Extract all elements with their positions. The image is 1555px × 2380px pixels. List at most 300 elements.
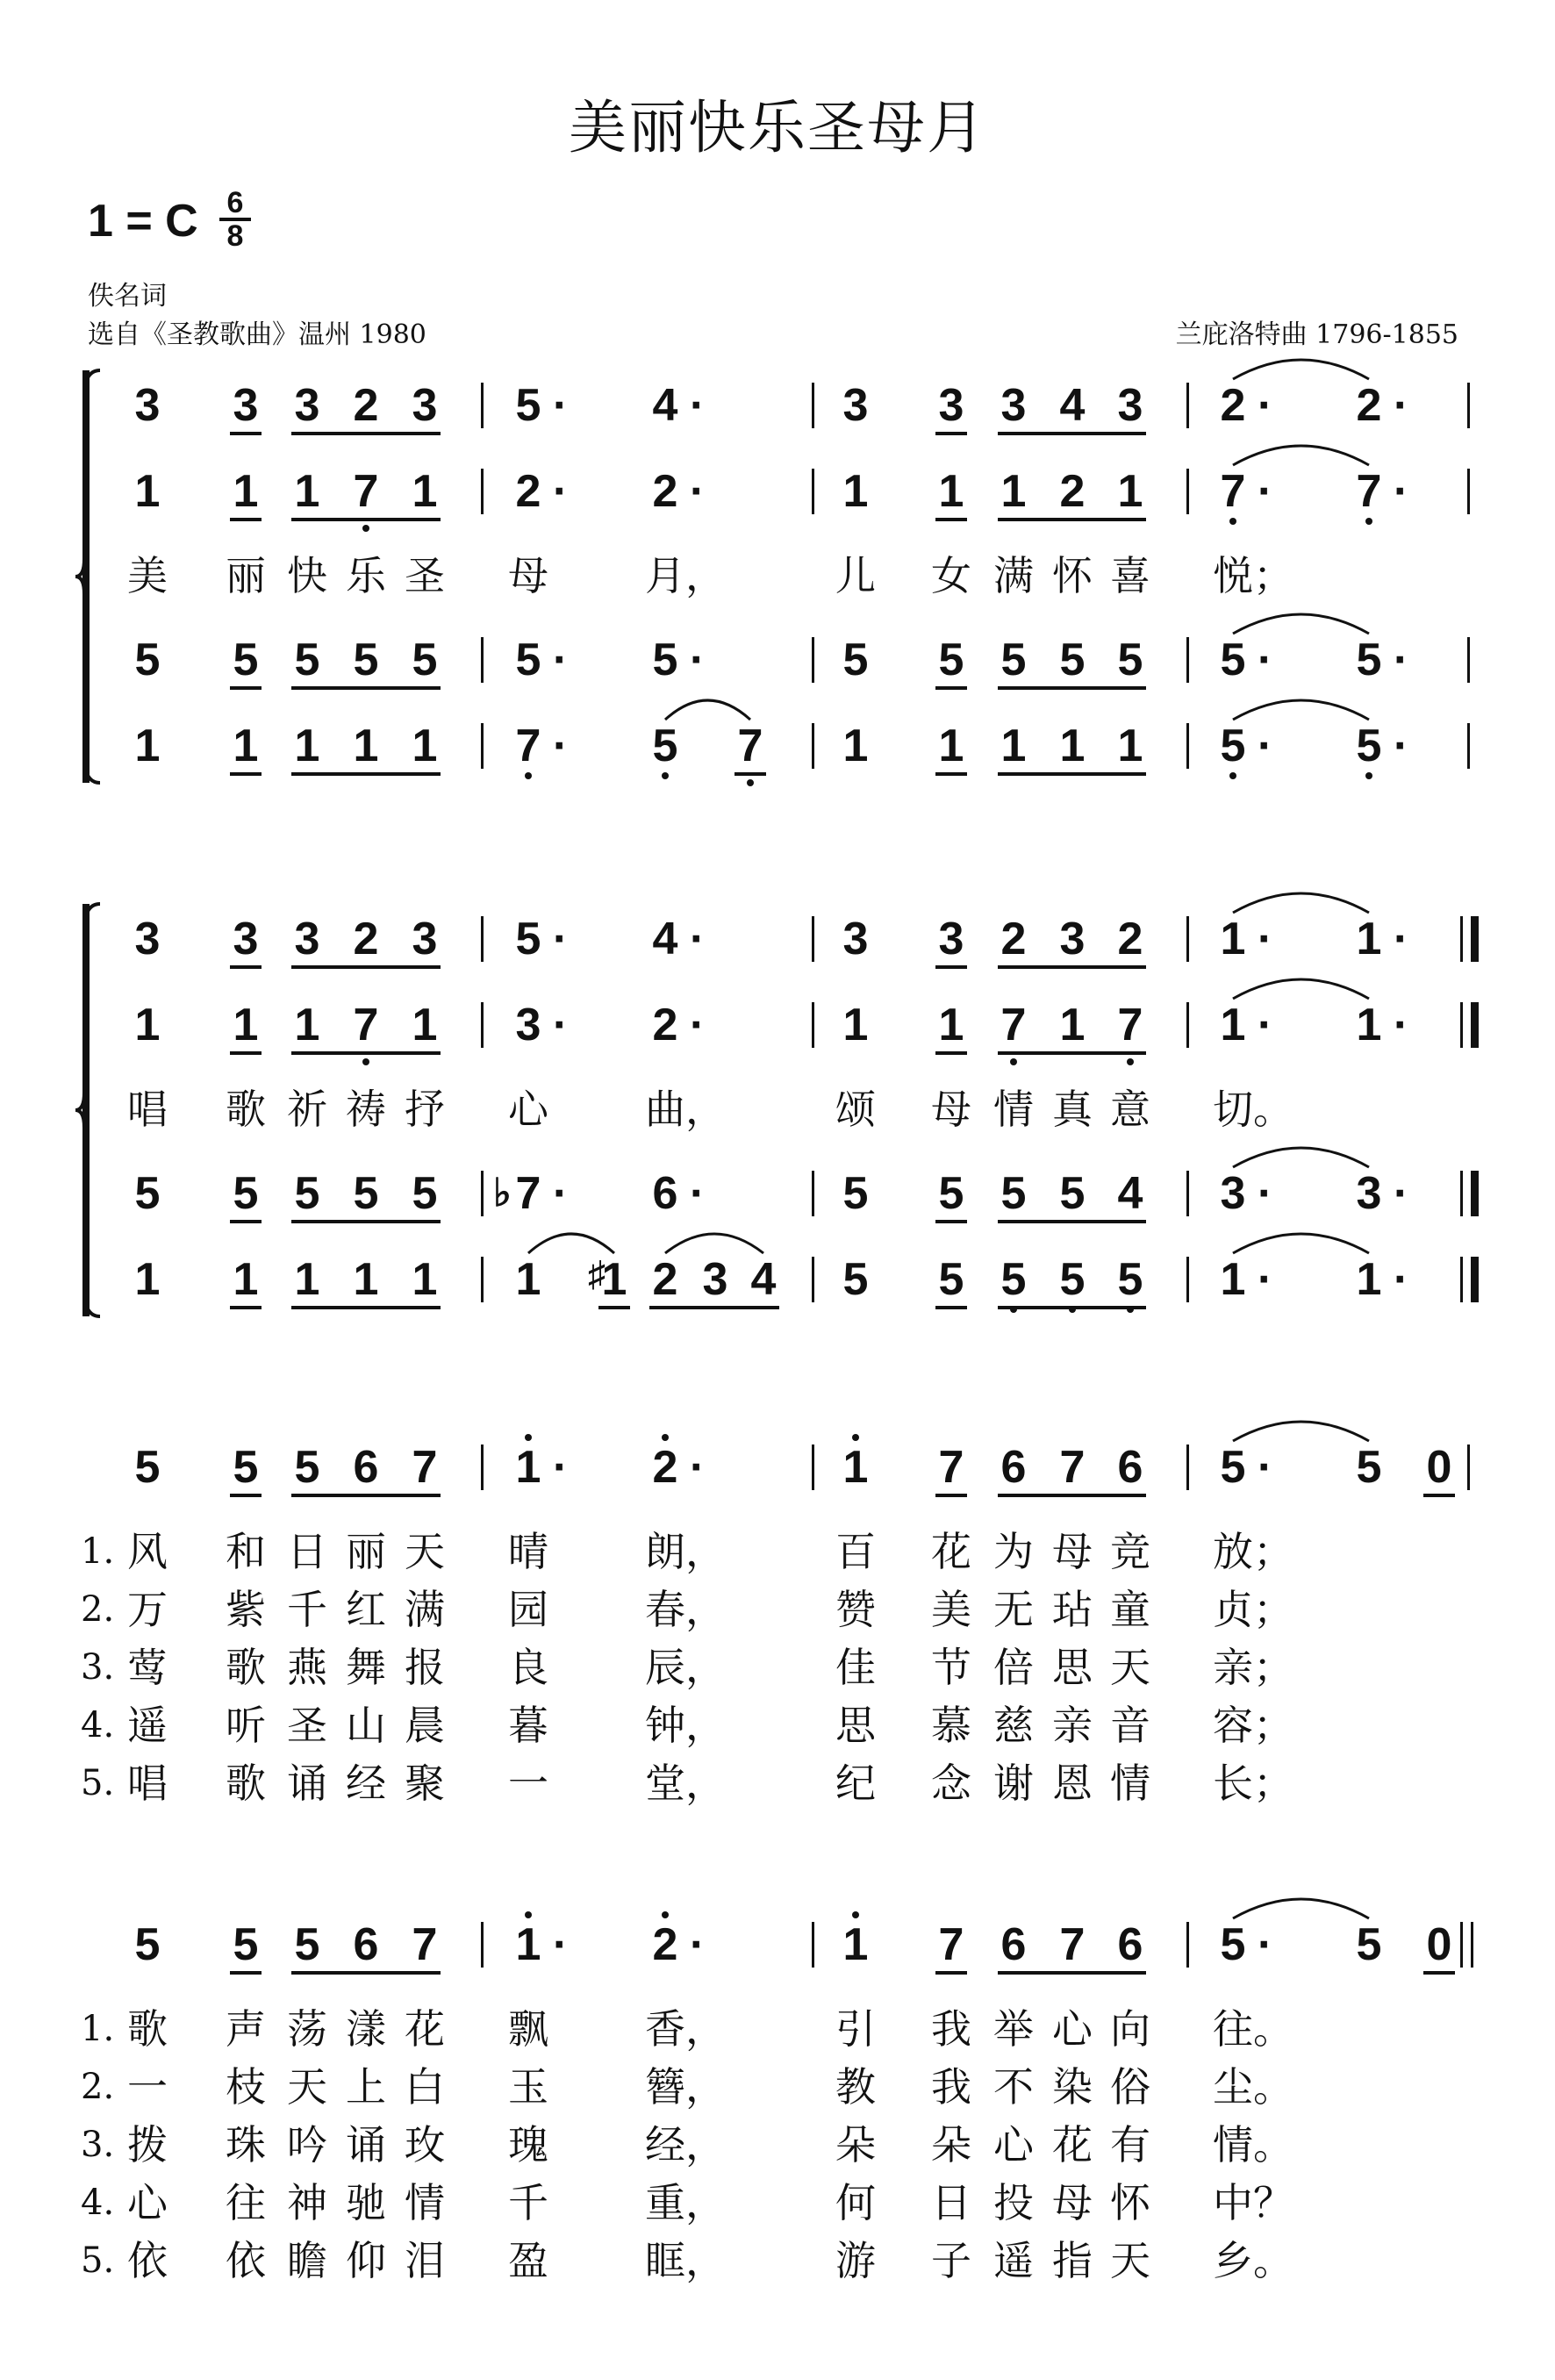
verse-syllable: 燕 xyxy=(287,1644,327,1691)
time-signature xyxy=(218,188,253,251)
note-digit: 7 xyxy=(515,720,541,771)
time-signature-bottom: 8 xyxy=(226,219,244,253)
verse-syllable: 赞 xyxy=(835,1586,876,1633)
augmentation-dot: · xyxy=(553,1442,569,1493)
note-digit: 5 xyxy=(1220,634,1246,685)
note-digit: 2 xyxy=(652,466,678,517)
verse-syllable: 重， xyxy=(645,2179,726,2226)
note-digit: 6 xyxy=(353,1919,379,1970)
barline xyxy=(1471,916,1479,962)
verse-syllable: 子 xyxy=(931,2237,971,2284)
verse-syllable: 游 xyxy=(835,2237,876,2284)
augmentation-dot: · xyxy=(1394,466,1409,517)
verse-syllable: 美 xyxy=(931,1586,971,1633)
verse-syllable: 染 xyxy=(1052,2063,1093,2111)
note-digit: 5 xyxy=(1059,1254,1086,1305)
verse-syllable: 往。 xyxy=(1213,2005,1293,2053)
verse-syllable: 日 xyxy=(287,1528,327,1575)
barline xyxy=(1460,916,1463,962)
barline xyxy=(812,383,814,428)
verse-syllable: 贞； xyxy=(1213,1586,1293,1633)
barline xyxy=(481,469,484,514)
verse-syllable: 神 xyxy=(287,2179,327,2226)
note-digit: 2 xyxy=(353,914,379,964)
note-digit: 5 xyxy=(515,634,541,685)
verse-syllable: 暮 xyxy=(508,1702,548,1749)
underline xyxy=(1423,1494,1455,1497)
underline xyxy=(230,1494,262,1497)
verse-syllable: 心 xyxy=(1052,2005,1093,2053)
underline xyxy=(291,1971,441,1975)
note-digit: 5 xyxy=(842,634,869,685)
verse-syllable: 天 xyxy=(1110,1644,1150,1691)
verse-syllable: 紫 xyxy=(226,1586,266,1633)
note-digit: 5 xyxy=(842,1168,869,1219)
note-digit: 2 xyxy=(1356,380,1382,431)
verse-syllable: 钟， xyxy=(645,1702,726,1749)
time-signature-top: 6 xyxy=(226,186,244,219)
verse-syllable: 思 xyxy=(835,1702,876,1749)
verse-number: 2. xyxy=(81,1589,115,1630)
lyric-syllable: 儿 xyxy=(835,552,876,599)
tie-slur xyxy=(1233,360,1369,379)
verse-syllable: 红 xyxy=(346,1586,386,1633)
lyric-syllable: 歌 xyxy=(226,1086,266,1133)
barline xyxy=(1471,1257,1479,1302)
octave-dot xyxy=(1229,518,1236,525)
barline xyxy=(812,1922,814,1968)
barline xyxy=(1471,1171,1479,1216)
note-digit: 5 xyxy=(233,634,259,685)
augmentation-dot: · xyxy=(1258,1919,1273,1970)
barline xyxy=(812,1002,814,1048)
verse-syllable: 驰 xyxy=(346,2179,386,2226)
note-digit: 1 xyxy=(134,720,161,771)
note-digit: 6 xyxy=(353,1442,379,1493)
note-digit: 1 xyxy=(1059,1000,1086,1050)
note-digit: 5 xyxy=(233,1168,259,1219)
note-digit: 1 xyxy=(294,1000,320,1050)
barline xyxy=(1467,637,1470,683)
verse-syllable: 天 xyxy=(287,2063,327,2111)
note-digit: 7 xyxy=(353,466,379,517)
verse-syllable: 歌 xyxy=(127,2005,168,2053)
verse-syllable: 丽 xyxy=(346,1528,386,1575)
underline xyxy=(998,965,1146,969)
note-digit: 3 xyxy=(233,914,259,964)
lyric-syllable: 祷 xyxy=(346,1086,386,1133)
tie-slur xyxy=(1233,1234,1369,1253)
barline xyxy=(1460,1922,1463,1968)
note-digit: 1 xyxy=(515,1919,541,1970)
tie-slur xyxy=(1233,614,1369,634)
augmentation-dot: · xyxy=(553,380,569,431)
underline xyxy=(291,686,441,690)
augmentation-dot: · xyxy=(690,1168,706,1219)
underline xyxy=(230,1051,262,1055)
verse-syllable: 引 xyxy=(835,2005,876,2053)
page-title: 美丽快乐圣母月 xyxy=(569,94,986,161)
note-digit: 5 xyxy=(134,1442,161,1493)
note-digit: 5 xyxy=(294,1442,320,1493)
lyric-syllable: 真 xyxy=(1052,1086,1093,1133)
augmentation-dot: · xyxy=(690,1000,706,1050)
verse-syllable: 天 xyxy=(1110,2237,1150,2284)
note-digit: 2 xyxy=(652,1254,678,1305)
note-digit: 3 xyxy=(294,380,320,431)
underline xyxy=(230,1306,262,1309)
note-digit: 3 xyxy=(515,1000,541,1050)
note-digit: 1 xyxy=(1220,914,1246,964)
verse-syllable: 一 xyxy=(508,1760,548,1807)
barline xyxy=(812,1444,814,1490)
underline xyxy=(1423,1971,1455,1975)
underline xyxy=(935,772,967,776)
verse-syllable: 声 xyxy=(226,2005,266,2053)
augmentation-dot: · xyxy=(1258,1000,1273,1050)
tie-slur xyxy=(665,700,750,720)
verse-syllable: 一 xyxy=(127,2063,168,2111)
verse-syllable: 瑰 xyxy=(508,2121,548,2169)
note-digit: 4 xyxy=(1117,1168,1143,1219)
verse-syllable: 天 xyxy=(405,1528,445,1575)
barline xyxy=(1186,723,1189,769)
underline xyxy=(998,518,1146,521)
note-digit: 1 xyxy=(1000,720,1027,771)
barline xyxy=(481,723,484,769)
augmentation-dot: · xyxy=(690,1442,706,1493)
verse-syllable: 簪， xyxy=(645,2063,726,2111)
verse-syllable: 朗， xyxy=(645,1528,726,1575)
note-digit: 7 xyxy=(1059,1919,1086,1970)
lyric-syllable: 悦； xyxy=(1213,552,1293,599)
verse-syllable: 朵 xyxy=(931,2121,971,2169)
note-digit: 5 xyxy=(938,1168,964,1219)
note-digit: 6 xyxy=(652,1168,678,1219)
verse-syllable: 念 xyxy=(931,1760,971,1807)
tie-slur xyxy=(1233,700,1369,720)
verse-syllable: 诵 xyxy=(346,2121,386,2169)
verse-syllable: 花 xyxy=(931,1528,971,1575)
barline xyxy=(1467,383,1470,428)
note-digit: 3 xyxy=(134,914,161,964)
verse-syllable: 竞 xyxy=(1110,1528,1150,1575)
verse-syllable: 晴 xyxy=(508,1528,548,1575)
barline xyxy=(1186,1171,1189,1216)
note-digit: 7 xyxy=(353,1000,379,1050)
verse-syllable: 放； xyxy=(1213,1528,1293,1575)
augmentation-dot: · xyxy=(1394,914,1409,964)
note-digit: 1 xyxy=(515,1254,541,1305)
note-digit: 5 xyxy=(515,380,541,431)
verse-syllable: 亲； xyxy=(1213,1644,1293,1691)
octave-dot xyxy=(1229,772,1236,779)
augmentation-dot: · xyxy=(1258,1168,1273,1219)
verse-syllable: 瞻 xyxy=(287,2237,327,2284)
note-digit: 2 xyxy=(353,380,379,431)
note-digit: 6 xyxy=(1000,1919,1027,1970)
note-digit: 0 xyxy=(1426,1442,1452,1493)
octave-dot xyxy=(525,1911,532,1918)
augmentation-dot: · xyxy=(690,466,706,517)
barline xyxy=(1467,723,1470,769)
note-digit: 1 xyxy=(842,1000,869,1050)
augmentation-dot: · xyxy=(1394,720,1409,771)
note-digit: 5 xyxy=(842,1254,869,1305)
underline xyxy=(291,965,441,969)
verse-number: 1. xyxy=(81,1531,115,1572)
verse-syllable: 情。 xyxy=(1213,2121,1293,2169)
verse-syllable: 唱 xyxy=(127,1760,168,1807)
underline xyxy=(230,1220,262,1223)
note-digit: 5 xyxy=(1356,1919,1382,1970)
note-digit: 1 xyxy=(1059,720,1086,771)
lyric-syllable: 曲， xyxy=(645,1086,726,1133)
note-digit: 1 xyxy=(134,466,161,517)
note-digit: 7 xyxy=(1000,1000,1027,1050)
underline xyxy=(291,1494,441,1497)
verse-syllable: 报 xyxy=(405,1644,445,1691)
note-digit: 1 xyxy=(842,466,869,517)
note-digit: 3 xyxy=(1000,380,1027,431)
note-digit: 3 xyxy=(134,380,161,431)
note-digit: 1 xyxy=(412,720,438,771)
octave-dot xyxy=(1365,772,1372,779)
note-digit: 3 xyxy=(1356,1168,1382,1219)
note-digit: 3 xyxy=(1220,1168,1246,1219)
note-digit: 7 xyxy=(938,1919,964,1970)
lyric-syllable: 情 xyxy=(993,1086,1034,1133)
augmentation-dot: · xyxy=(690,914,706,964)
note-digit: 5 xyxy=(938,634,964,685)
verse-syllable: 辰， xyxy=(645,1644,726,1691)
verse-syllable: 我 xyxy=(931,2005,971,2053)
lyric-syllable: 唱 xyxy=(127,1086,168,1133)
note-digit: 2 xyxy=(515,466,541,517)
verse-syllable: 日 xyxy=(931,2179,971,2226)
underline xyxy=(735,772,766,776)
verse-syllable: 为 xyxy=(993,1528,1034,1575)
augmentation-dot: · xyxy=(553,1919,569,1970)
verse-syllable: 拨 xyxy=(127,2121,168,2169)
underline xyxy=(935,1306,967,1309)
barline xyxy=(481,916,484,962)
note-digit: 5 xyxy=(1059,1168,1086,1219)
verse-syllable: 荡 xyxy=(287,2005,327,2053)
verse-syllable: 思 xyxy=(1052,1644,1093,1691)
note-digit: 6 xyxy=(1000,1442,1027,1493)
augmentation-dot: · xyxy=(553,1168,569,1219)
tie-slur xyxy=(1233,1899,1369,1918)
verse-syllable: 经， xyxy=(645,2121,726,2169)
note-digit: 5 xyxy=(353,634,379,685)
lyric-syllable: 丽 xyxy=(226,552,266,599)
verse-syllable: 教 xyxy=(835,2063,876,2111)
verse-syllable: 眶， xyxy=(645,2237,726,2284)
note-digit: 0 xyxy=(1426,1919,1452,1970)
composer-credit: 兰庇洛特曲 1796-1855 xyxy=(1175,319,1458,350)
octave-dot xyxy=(1010,1306,1017,1313)
note-digit: 1 xyxy=(353,1254,379,1305)
octave-dot xyxy=(662,1911,669,1918)
verse-syllable: 花 xyxy=(405,2005,445,2053)
underline xyxy=(291,518,441,521)
augmentation-dot: · xyxy=(1258,466,1273,517)
note-digit: 1 xyxy=(134,1000,161,1050)
note-digit: 1 xyxy=(842,1442,869,1493)
lyric-syllable: 怀 xyxy=(1052,552,1093,599)
verse-syllable: 向 xyxy=(1110,2005,1150,2053)
note-digit: 1 xyxy=(294,466,320,517)
verse-syllable: 漾 xyxy=(346,2005,386,2053)
barline xyxy=(1186,383,1189,428)
note-digit: 7 xyxy=(1117,1000,1143,1050)
augmentation-dot: · xyxy=(1394,1168,1409,1219)
barline xyxy=(1467,469,1470,514)
verse-syllable: 园 xyxy=(508,1586,548,1633)
octave-dot xyxy=(1127,1306,1134,1313)
staff-brace xyxy=(75,370,100,783)
key-signature: 1 = C xyxy=(88,196,198,247)
octave-dot xyxy=(1365,518,1372,525)
note-digit: 5 xyxy=(353,1168,379,1219)
note-digit: 5 xyxy=(1000,1254,1027,1305)
octave-dot xyxy=(852,1911,859,1918)
verse-syllable: 无 xyxy=(993,1586,1034,1633)
underline xyxy=(998,1051,1146,1055)
note-digit: 7 xyxy=(412,1442,438,1493)
note-digit: 1 xyxy=(1356,1254,1382,1305)
verse-syllable: 投 xyxy=(993,2179,1034,2226)
verse-syllable: 不 xyxy=(993,2063,1034,2111)
note-digit: 3 xyxy=(233,380,259,431)
barline xyxy=(812,637,814,683)
augmentation-dot: · xyxy=(553,914,569,964)
note-digit: 1 xyxy=(938,1000,964,1050)
note-digit: 6 xyxy=(1117,1919,1143,1970)
note-digit: 5 xyxy=(1356,634,1382,685)
tie-slur xyxy=(1233,1422,1369,1441)
note-digit: 1 xyxy=(938,720,964,771)
verse-syllable: 有 xyxy=(1110,2121,1150,2169)
note-digit: 7 xyxy=(1220,466,1246,517)
note-digit: 5 xyxy=(1117,1254,1143,1305)
verse-syllable: 吟 xyxy=(287,2121,327,2169)
note-digit: 1 xyxy=(294,720,320,771)
barline xyxy=(812,1257,814,1302)
tie-slur xyxy=(1233,446,1369,465)
note-digit: 1 xyxy=(1000,466,1027,517)
note-digit: 1 xyxy=(938,466,964,517)
note-digit: 5 xyxy=(1356,1442,1382,1493)
note-digit: 1 xyxy=(233,466,259,517)
note-digit: 5 xyxy=(1220,1919,1246,1970)
lyric-syllable: 意 xyxy=(1110,1086,1150,1133)
augmentation-dot: · xyxy=(1394,1000,1409,1050)
note-digit: 5 xyxy=(1000,634,1027,685)
verse-syllable: 聚 xyxy=(405,1760,445,1807)
underline xyxy=(935,1494,967,1497)
underline xyxy=(998,432,1146,435)
note-digit: 2 xyxy=(652,1442,678,1493)
verse-syllable: 中？ xyxy=(1213,2179,1293,2226)
verse-syllable: 遥 xyxy=(993,2237,1034,2284)
verse-number: 5. xyxy=(81,1763,115,1803)
note-digit: 5 xyxy=(652,720,678,771)
tie-slur xyxy=(665,1234,763,1253)
octave-dot xyxy=(1010,1058,1017,1065)
verse-syllable: 乡。 xyxy=(1213,2237,1293,2284)
sharp-sign: ♯ xyxy=(588,1255,606,1294)
augmentation-dot: · xyxy=(553,466,569,517)
staff-brace xyxy=(75,904,100,1316)
note-digit: 1 xyxy=(294,1254,320,1305)
barline xyxy=(481,637,484,683)
verse-syllable: 情 xyxy=(1110,1760,1150,1807)
verse-syllable: 满 xyxy=(405,1586,445,1633)
verse-syllable: 恩 xyxy=(1052,1760,1093,1807)
verse-syllable: 节 xyxy=(931,1644,971,1691)
barline xyxy=(1471,1002,1479,1048)
augmentation-dot: · xyxy=(1258,720,1273,771)
note-digit: 3 xyxy=(412,380,438,431)
underline xyxy=(291,1051,441,1055)
barline xyxy=(481,1171,484,1216)
octave-dot xyxy=(362,1058,369,1065)
lyric-syllable: 女 xyxy=(931,552,971,599)
barline xyxy=(1186,1002,1189,1048)
verse-syllable: 经 xyxy=(346,1760,386,1807)
augmentation-dot: · xyxy=(690,634,706,685)
note-digit: 6 xyxy=(1117,1442,1143,1493)
note-digit: 1 xyxy=(1117,720,1143,771)
verse-number: 3. xyxy=(81,1647,115,1688)
note-digit: 7 xyxy=(1356,466,1382,517)
augmentation-dot: · xyxy=(1394,634,1409,685)
lyric-syllable: 心 xyxy=(508,1086,548,1133)
underline xyxy=(935,1051,967,1055)
verse-syllable: 母 xyxy=(1052,2179,1093,2226)
verse-syllable: 亲 xyxy=(1052,1702,1093,1749)
barline xyxy=(481,1444,484,1490)
verse-syllable: 容； xyxy=(1213,1702,1293,1749)
underline xyxy=(649,1306,779,1309)
verse-syllable: 佳 xyxy=(835,1644,876,1691)
underline xyxy=(998,772,1146,776)
lyric-syllable: 乐 xyxy=(346,552,386,599)
octave-dot xyxy=(662,1434,669,1441)
augmentation-dot: · xyxy=(1258,1254,1273,1305)
verse-syllable: 俗 xyxy=(1110,2063,1150,2111)
note-digit: 3 xyxy=(842,380,869,431)
note-digit: 1 xyxy=(601,1254,627,1305)
verse-syllable: 玷 xyxy=(1052,1586,1093,1633)
note-digit: 5 xyxy=(652,634,678,685)
verse-syllable: 舞 xyxy=(346,1644,386,1691)
verse-syllable: 玉 xyxy=(508,2063,548,2111)
note-digit: 1 xyxy=(412,1000,438,1050)
lyric-syllable: 快 xyxy=(287,552,327,599)
underline xyxy=(998,1220,1146,1223)
octave-dot xyxy=(525,772,532,779)
barline xyxy=(812,916,814,962)
note-digit: 3 xyxy=(1117,380,1143,431)
barline xyxy=(1186,469,1189,514)
note-digit: 4 xyxy=(652,914,678,964)
note-digit: 3 xyxy=(294,914,320,964)
note-digit: 1 xyxy=(233,1000,259,1050)
lyric-syllable: 圣 xyxy=(405,552,445,599)
